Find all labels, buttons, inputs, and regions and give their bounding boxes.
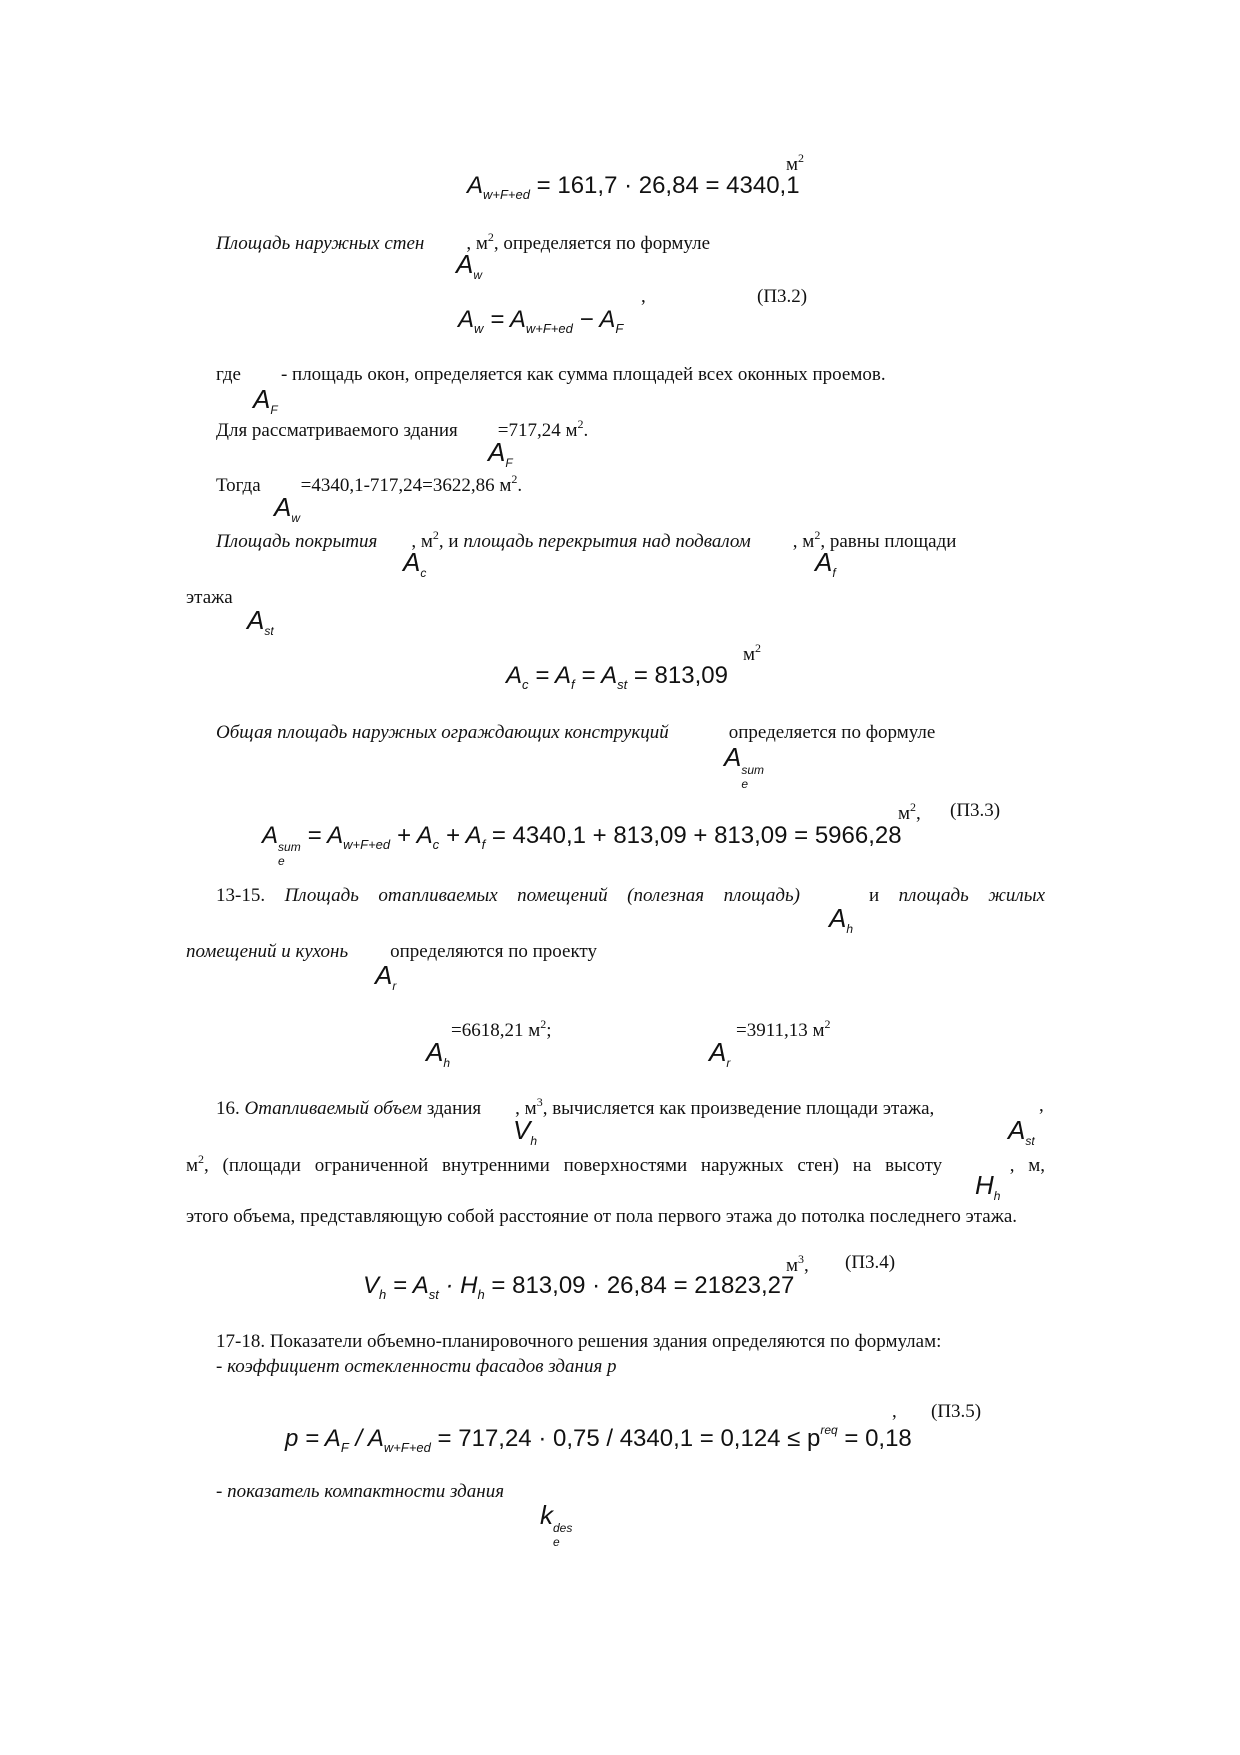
equation-roof-floor: $A_c = A_f = A_{st} = 813,09$ [506,662,728,692]
variable-aw: $A_w$ [274,492,301,525]
variable-ah: $A_h$ [829,903,854,936]
paragraph-indicators: 17-18. Показатели объемно-планировочного решения здания определяются по формулам: [216,1331,942,1352]
paragraph-living-area: помещений и кухонь определяются по проекту [186,941,597,962]
equation-number: (П3.2) [757,286,808,307]
variable-af: $A_F$ [253,384,278,417]
paragraph-roof-floor: Площадь покрытия , $м^2$, и площадь перекрытия над подвалом , $м^2$, равны площади [216,528,957,552]
equation-envelope: A sum e = $A_{w+F+ed} + A_c + A_f = 4340,1 + 813,09 + 813,09 = 5966,28$ [262,822,902,868]
unit-label: $м^2$, [898,800,921,824]
paragraph-windows-area: Для рассматриваемого здания =717,24 $м^2$. [216,417,589,441]
value-heated-area: =6618,21 $м^2$; [451,1017,552,1041]
equation-glazing: $p = A_F / A_{w+F+ed} = 717,24 \cdot 0,75 / 4340,1 = 0,124 \le p^{req} = 0,18$ [285,1423,912,1455]
value-living-area: =3911,13 $м^2$ [736,1017,831,1041]
variable-af: $A_f$ [815,547,836,580]
equation-number: (П3.4) [845,1252,896,1273]
variable-ast: $A_{st}$ [247,605,274,638]
paragraph-then: Тогда =4340,1-717,24=3622,86 $м^2$. [216,472,523,496]
equation-walls: $A_w = A_{w+F+ed} - A_F$ [458,306,624,336]
paragraph-glazing: - коэффициент остекленности фасадов здания p [216,1356,617,1377]
variable-ke-des: k des e [540,1500,573,1549]
unit-label: $м^2$ [743,641,762,665]
variable-hh: $H_h$ [975,1170,1001,1203]
equation-number: (П3.3) [950,800,1001,821]
variable-ac: $A_c$ [403,547,427,580]
equation-comma: , [892,1401,897,1422]
unit-label: $м^2$ [786,151,805,175]
variable-ae-sum: A sum e [724,742,765,791]
variable-ah: $A_h$ [426,1037,451,1070]
variable-ar: $A_r$ [375,960,397,993]
paragraph-height-desc: этого объема, представляющую собой расстояние от пола первого этажа до потолка последнего этажа. [186,1206,1018,1227]
variable-ar: $A_r$ [709,1037,731,1070]
equation-area-total: $A_{w+F+ed} = 161,7 \cdot 26,84 = 4340,1$ [467,172,800,202]
unit-label: $м^3$, [786,1252,809,1276]
equation-volume: $V_h = A_{st} \cdot H_h = 813,09 \cdot 26,84 = 21823,27$ [363,1272,795,1302]
equation-number: (П3.5) [931,1401,982,1422]
paragraph-compactness: - показатель компактности здания [216,1481,505,1502]
paragraph-heated-area: 13-15. Площадь отапливаемых помещений (полезная площадь) и площадь жилых [216,885,1046,906]
paragraph-windows: где - площадь окон, определяется как сумма площадей всех оконных проемов. [216,364,886,385]
variable-vh: $V_h$ [513,1115,538,1148]
paragraph-comma: , [1039,1095,1044,1116]
paragraph-walls: Площадь наружных стен , $м^2$, определяется по формуле [216,230,711,254]
paragraph-volume: 16. Отапливаемый объем здания , $м^3$, вычисляется как произведение площади этажа, [216,1095,935,1119]
paragraph-floor-label: этажа [186,587,233,608]
variable-aw: $A_w$ [456,249,483,282]
equation-comma: , [641,286,646,307]
paragraph-height: $м^2$, (площади ограниченной внутренними поверхностями наружных стен) на высоту , м, [186,1152,1046,1176]
variable-af: $A_F$ [488,437,513,470]
variable-ast: $A_{st}$ [1008,1115,1035,1148]
paragraph-envelope: Общая площадь наружных ограждающих конструкций определяется по формуле [216,722,936,743]
